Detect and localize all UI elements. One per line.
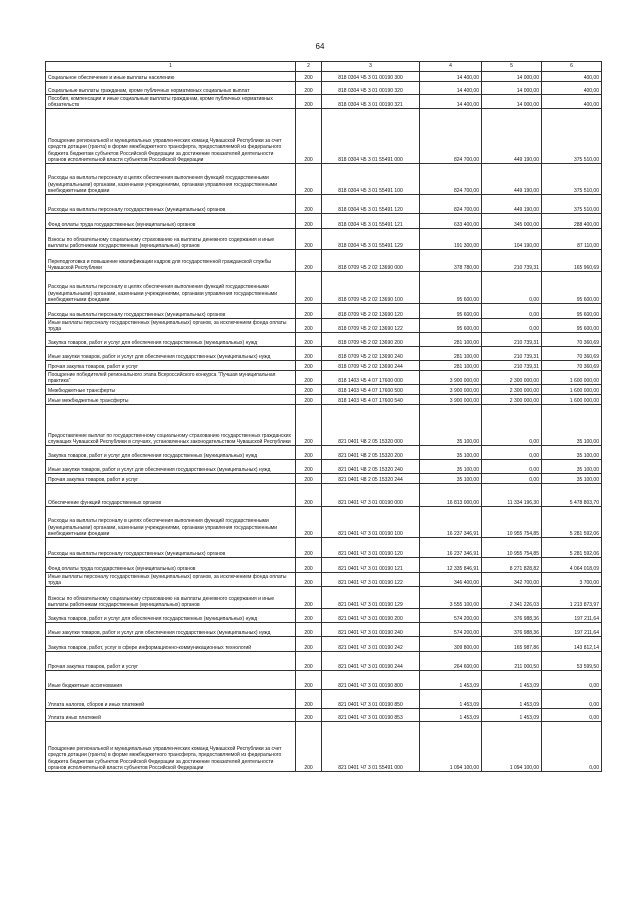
column-header: 5 — [482, 62, 542, 72]
row-name: Иные выплаты персоналу государственных (муниципальных) органов, за исключением фонда оплаты труда — [46, 319, 296, 333]
row-kbk-code: 818 0709 Ч5 2 02 13690 100 — [322, 272, 420, 304]
row-value-remaining: 197 211,64 — [542, 623, 602, 637]
row-value-remaining: 95 600,00 — [542, 319, 602, 333]
row-name: Иные закупки товаров, работ и услуг для обеспечения государственных (муниципальных) нужд — [46, 460, 296, 474]
row-value-executed: 1 453,09 — [482, 671, 542, 690]
table-row — [46, 652, 602, 671]
row-value-executed: 0,00 — [482, 446, 542, 460]
row-name: Закупка товаров, работ и услуг для обеспечения государственных (муниципальных) нужд — [46, 333, 296, 347]
row-value-executed: 345 000,00 — [482, 214, 542, 229]
table-row — [46, 72, 602, 82]
row-value-executed: 11 334 196,30 — [482, 484, 542, 507]
row-code: 200 — [296, 484, 322, 507]
row-kbk-code: 821 0401 Ч8 2 05 15320 200 — [322, 446, 420, 460]
page-number: 64 — [315, 42, 325, 51]
row-value-approved: 824 700,00 — [420, 164, 482, 195]
table-row — [46, 474, 602, 484]
row-value-remaining: 1 600 000,00 — [542, 395, 602, 405]
row-value-remaining: 4 064 018,09 — [542, 558, 602, 573]
table-row — [46, 722, 602, 772]
row-code: 200 — [296, 95, 322, 109]
row-kbk-code: 821 0401 Ч7 3 01 00190 100 — [322, 507, 420, 538]
row-value-approved: 1 094 100,00 — [420, 722, 482, 772]
row-code: 200 — [296, 195, 322, 214]
row-value-executed: 0,00 — [482, 460, 542, 474]
row-value-approved: 14 400,00 — [420, 82, 482, 95]
row-name: Прочая закупка товаров, работ и услуг — [46, 361, 296, 371]
table-row — [46, 333, 602, 347]
row-value-remaining: 5 281 592,06 — [542, 538, 602, 558]
table-row — [46, 109, 602, 164]
row-value-remaining: 3 700,00 — [542, 573, 602, 587]
row-value-remaining: 0,00 — [542, 690, 602, 709]
row-name: Расходы на выплаты персоналу в целях обеспечения выполнения функций государственными (муниципальными) органами, казенными учреждениями, органами управления государственными внебюджетными фондами — [46, 272, 296, 304]
row-kbk-code: 818 0709 Ч5 2 02 13690 000 — [322, 250, 420, 272]
row-kbk-code: 818 0709 Ч5 2 02 13690 122 — [322, 319, 420, 333]
row-value-approved: 16 237 346,91 — [420, 538, 482, 558]
row-value-executed: 2 341 226,03 — [482, 587, 542, 609]
row-kbk-code: 821 0401 Ч7 3 01 00190 242 — [322, 637, 420, 652]
row-value-approved: 633 400,00 — [420, 214, 482, 229]
table-row — [46, 250, 602, 272]
row-value-remaining: 1 600 000,00 — [542, 371, 602, 385]
row-value-executed: 165 987,86 — [482, 637, 542, 652]
table-row — [46, 484, 602, 507]
table-row — [46, 446, 602, 460]
table-row — [46, 385, 602, 395]
table-body — [46, 72, 602, 772]
row-name: Фонд оплаты труда государственных (муниципальных) органов — [46, 558, 296, 573]
row-value-executed: 342 700,00 — [482, 573, 542, 587]
row-name: Закупка товаров, работ и услуг для обеспечения государственных (муниципальных) нужд — [46, 446, 296, 460]
row-code: 200 — [296, 347, 322, 361]
table-row — [46, 538, 602, 558]
row-name: Поощрение региональной и муниципальных управленческих команд Чувашской Республики за счет средств дотации (гранта) в форме межбюджетного трансферта, предоставляемой из федерального бюджета бюджетам субъектов Российской Федерации за достижение показателей деятельности органов исполнительной власти субъектов Российской Федерации — [46, 722, 296, 772]
row-kbk-code: 818 0304 Ч5 3 01 55491 129 — [322, 229, 420, 250]
row-code: 200 — [296, 371, 322, 385]
table-row — [46, 709, 602, 722]
row-kbk-code: 818 0709 Ч5 2 02 13690 120 — [322, 304, 420, 319]
row-code: 200 — [296, 558, 322, 573]
row-name: Предоставление выплат по государственному социальному страхованию государственных гражданских служащих Чувашской Республики в случаях, установленных законодательством Чувашской Республики — [46, 405, 296, 446]
row-code: 200 — [296, 460, 322, 474]
row-value-approved: 1 453,09 — [420, 709, 482, 722]
row-code: 200 — [296, 573, 322, 587]
row-value-approved: 346 400,00 — [420, 573, 482, 587]
row-value-remaining: 87 110,00 — [542, 229, 602, 250]
table-row — [46, 347, 602, 361]
row-value-approved: 35 100,00 — [420, 474, 482, 484]
row-name: Поощрение победителей регионального этапа Всероссийского конкурса "Лучшая муниципальная практика" — [46, 371, 296, 385]
row-name: Уплата налогов, сборов и иных платежей — [46, 690, 296, 709]
table-row — [46, 637, 602, 652]
row-code: 200 — [296, 507, 322, 538]
row-value-remaining: 70 360,69 — [542, 333, 602, 347]
row-value-remaining: 35 100,00 — [542, 474, 602, 484]
row-value-remaining: 400,00 — [542, 72, 602, 82]
row-value-approved: 14 400,00 — [420, 95, 482, 109]
row-name: Иные закупки товаров, работ и услуг для обеспечения государственных (муниципальных) нужд — [46, 623, 296, 637]
row-value-approved: 3 900 000,00 — [420, 385, 482, 395]
column-header: 4 — [420, 62, 482, 72]
row-code: 200 — [296, 587, 322, 609]
row-value-approved: 574 200,00 — [420, 623, 482, 637]
row-value-remaining: 0,00 — [542, 722, 602, 772]
row-code: 200 — [296, 446, 322, 460]
table-row — [46, 671, 602, 690]
row-name: Взносы по обязательному социальному страхованию на выплаты денежного содержания и иные выплаты работникам государственных (муниципальных) органов — [46, 587, 296, 609]
row-kbk-code: 818 0304 Ч5 3 01 00190 300 — [322, 72, 420, 82]
row-value-executed: 14 000,00 — [482, 95, 542, 109]
table-row — [46, 164, 602, 195]
row-value-executed: 0,00 — [482, 304, 542, 319]
row-value-remaining: 53 599,50 — [542, 652, 602, 671]
row-kbk-code: 818 0709 Ч5 2 02 13690 244 — [322, 361, 420, 371]
row-value-approved: 574 200,00 — [420, 609, 482, 623]
row-name: Обеспечение функций государственных органов — [46, 484, 296, 507]
row-code: 200 — [296, 82, 322, 95]
row-name: Переподготовка и повышение квалификации кадров для государственной гражданской службы Чувашской Республики — [46, 250, 296, 272]
row-kbk-code: 818 1403 Ч5 4 07 17600 500 — [322, 385, 420, 395]
row-kbk-code: 818 0304 Ч5 3 01 55491 100 — [322, 164, 420, 195]
row-value-remaining: 95 600,00 — [542, 272, 602, 304]
row-code: 200 — [296, 623, 322, 637]
row-code: 200 — [296, 690, 322, 709]
table-row — [46, 460, 602, 474]
table-header-row — [46, 62, 602, 72]
row-code: 200 — [296, 474, 322, 484]
row-value-approved: 281 100,00 — [420, 333, 482, 347]
row-value-remaining: 5 281 592,06 — [542, 507, 602, 538]
row-value-approved: 3 900 000,00 — [420, 395, 482, 405]
row-kbk-code: 821 0401 Ч7 3 01 00190 800 — [322, 671, 420, 690]
row-name: Социальное обеспечение и иные выплаты населению — [46, 72, 296, 82]
row-value-executed: 449 190,00 — [482, 195, 542, 214]
row-code: 200 — [296, 709, 322, 722]
row-code: 200 — [296, 361, 322, 371]
row-value-approved: 1 453,09 — [420, 671, 482, 690]
row-value-remaining: 165 960,69 — [542, 250, 602, 272]
row-value-executed: 376 988,36 — [482, 623, 542, 637]
table-row — [46, 573, 602, 587]
row-value-approved: 3 900 000,00 — [420, 371, 482, 385]
row-name: Закупка товаров, работ и услуг для обеспечения государственных (муниципальных) нужд — [46, 609, 296, 623]
row-value-remaining: 197 211,64 — [542, 609, 602, 623]
row-value-executed: 210 739,31 — [482, 333, 542, 347]
row-code: 200 — [296, 637, 322, 652]
row-value-approved: 824 700,00 — [420, 195, 482, 214]
row-value-remaining: 0,00 — [542, 671, 602, 690]
row-code: 200 — [296, 609, 322, 623]
column-header: 1 — [46, 62, 296, 72]
row-name: Иные межбюджетные трансферты — [46, 395, 296, 405]
row-value-approved: 281 100,00 — [420, 347, 482, 361]
row-value-approved: 264 600,00 — [420, 652, 482, 671]
row-value-approved: 35 100,00 — [420, 460, 482, 474]
row-value-executed: 2 300 000,00 — [482, 371, 542, 385]
row-value-remaining: 400,00 — [542, 95, 602, 109]
table-row — [46, 361, 602, 371]
row-value-approved: 35 100,00 — [420, 405, 482, 446]
row-value-approved: 35 100,00 — [420, 446, 482, 460]
row-code: 200 — [296, 538, 322, 558]
row-name: Расходы на выплаты персоналу государственных (муниципальных) органов — [46, 195, 296, 214]
table-row — [46, 587, 602, 609]
row-value-executed: 449 190,00 — [482, 164, 542, 195]
table-row — [46, 371, 602, 385]
row-kbk-code: 818 0709 Ч5 2 02 13690 200 — [322, 333, 420, 347]
table-row — [46, 229, 602, 250]
row-kbk-code: 821 0401 Ч7 3 01 00190 121 — [322, 558, 420, 573]
row-value-approved: 12 335 846,91 — [420, 558, 482, 573]
row-name: Межбюджетные трансферты — [46, 385, 296, 395]
row-value-executed: 0,00 — [482, 319, 542, 333]
row-value-remaining: 400,00 — [542, 82, 602, 95]
row-value-remaining: 35 100,00 — [542, 405, 602, 446]
row-value-approved: 378 780,00 — [420, 250, 482, 272]
row-value-approved: 191 300,00 — [420, 229, 482, 250]
table-row — [46, 395, 602, 405]
row-value-approved: 95 600,00 — [420, 304, 482, 319]
row-value-executed: 376 988,36 — [482, 609, 542, 623]
row-name: Расходы на выплаты персоналу в целях обеспечения выполнения функций государственными (муниципальными) органами, казенными учреждениями, органами управления государственными внебюджетными фондами — [46, 164, 296, 195]
row-code: 200 — [296, 272, 322, 304]
row-code: 200 — [296, 722, 322, 772]
column-header: 3 — [322, 62, 420, 72]
row-kbk-code: 818 1403 Ч5 4 07 17600 540 — [322, 395, 420, 405]
row-kbk-code: 821 0401 Ч7 3 01 55491 000 — [322, 722, 420, 772]
row-name: Прочая закупка товаров, работ и услуг — [46, 652, 296, 671]
row-value-approved: 1 453,09 — [420, 690, 482, 709]
row-value-executed: 104 190,00 — [482, 229, 542, 250]
row-value-approved: 14 400,00 — [420, 72, 482, 82]
row-value-executed: 1 453,09 — [482, 709, 542, 722]
table-row — [46, 507, 602, 538]
row-value-remaining: 1 600 000,00 — [542, 385, 602, 395]
row-value-approved: 16 237 346,91 — [420, 507, 482, 538]
row-kbk-code: 821 0401 Ч7 3 01 00190 120 — [322, 538, 420, 558]
row-kbk-code: 821 0401 Ч8 2 05 15320 244 — [322, 474, 420, 484]
row-name: Пособия, компенсации и иные социальные выплаты гражданам, кроме публичных нормативных обязательств — [46, 95, 296, 109]
row-value-remaining: 35 100,00 — [542, 460, 602, 474]
row-kbk-code: 821 0401 Ч7 3 01 00190 240 — [322, 623, 420, 637]
row-code: 200 — [296, 395, 322, 405]
row-value-remaining: 1 213 873,97 — [542, 587, 602, 609]
row-kbk-code: 818 0304 Ч5 3 01 00190 320 — [322, 82, 420, 95]
table-row — [46, 272, 602, 304]
row-value-approved: 16 813 000,00 — [420, 484, 482, 507]
row-name: Расходы на выплаты персоналу государственных (муниципальных) органов — [46, 304, 296, 319]
row-kbk-code: 821 0401 Ч7 3 01 00190 129 — [322, 587, 420, 609]
table-row — [46, 195, 602, 214]
table-row — [46, 95, 602, 109]
column-header: 2 — [296, 62, 322, 72]
row-value-executed: 0,00 — [482, 405, 542, 446]
column-header: 6 — [542, 62, 602, 72]
row-name: Расходы на выплаты персоналу государственных (муниципальных) органов — [46, 538, 296, 558]
row-value-executed: 0,00 — [482, 272, 542, 304]
row-value-remaining: 35 100,00 — [542, 446, 602, 460]
table-row — [46, 690, 602, 709]
row-value-executed: 8 271 828,82 — [482, 558, 542, 573]
row-kbk-code: 821 0401 Ч8 2 05 15320 240 — [322, 460, 420, 474]
row-value-remaining: 0,00 — [542, 709, 602, 722]
row-name: Закупка товаров, работ, услуг в сфере информационно-коммуникационных технологий — [46, 637, 296, 652]
row-value-remaining: 375 510,00 — [542, 164, 602, 195]
row-value-executed: 449 190,00 — [482, 109, 542, 164]
row-kbk-code: 821 0401 Ч7 3 01 00190 853 — [322, 709, 420, 722]
row-code: 200 — [296, 229, 322, 250]
table-row — [46, 82, 602, 95]
row-value-approved: 3 555 100,00 — [420, 587, 482, 609]
row-code: 200 — [296, 652, 322, 671]
row-value-executed: 10 955 754,85 — [482, 507, 542, 538]
row-value-remaining: 375 510,00 — [542, 195, 602, 214]
row-value-executed: 0,00 — [482, 474, 542, 484]
table-row — [46, 609, 602, 623]
row-kbk-code: 818 1403 Ч5 4 07 17600 000 — [322, 371, 420, 385]
row-name: Уплата иных платежей — [46, 709, 296, 722]
row-code: 200 — [296, 319, 322, 333]
row-value-executed: 211 000,50 — [482, 652, 542, 671]
row-value-executed: 1 453,09 — [482, 690, 542, 709]
row-name: Иные выплаты персоналу государственных (муниципальных) органов, за исключением фонда оплаты труда — [46, 573, 296, 587]
row-code: 200 — [296, 671, 322, 690]
row-kbk-code: 818 0304 Ч5 3 01 55491 000 — [322, 109, 420, 164]
row-kbk-code: 821 0401 Ч7 3 01 00190 000 — [322, 484, 420, 507]
row-code: 200 — [296, 405, 322, 446]
row-value-remaining: 95 600,00 — [542, 304, 602, 319]
row-value-remaining: 288 400,00 — [542, 214, 602, 229]
row-kbk-code: 818 0304 Ч5 3 01 55491 121 — [322, 214, 420, 229]
row-value-executed: 2 300 000,00 — [482, 395, 542, 405]
row-name: Расходы на выплаты персоналу в целях обеспечения выполнения функций государственными (муниципальными) органами, казенными учреждениями, органами управления государственными внебюджетными фондами — [46, 507, 296, 538]
row-value-executed: 210 739,31 — [482, 347, 542, 361]
row-value-approved: 95 600,00 — [420, 272, 482, 304]
table-row — [46, 304, 602, 319]
row-value-remaining: 5 478 803,70 — [542, 484, 602, 507]
budget-table — [45, 61, 602, 772]
table-row — [46, 623, 602, 637]
row-name: Взносы по обязательному социальному страхованию на выплаты денежного содержания и иные выплаты работникам государственных (муниципальных) органов — [46, 229, 296, 250]
row-value-remaining: 70 360,69 — [542, 361, 602, 371]
row-kbk-code: 818 0709 Ч5 2 02 13690 240 — [322, 347, 420, 361]
row-kbk-code: 821 0401 Ч7 3 01 00190 244 — [322, 652, 420, 671]
row-kbk-code: 818 0304 Ч5 3 01 00190 321 — [322, 95, 420, 109]
row-kbk-code: 821 0401 Ч8 2 05 15320 000 — [322, 405, 420, 446]
row-name: Поощрение региональной и муниципальных управленческих команд Чувашской Республики за счет средств дотации (гранта) в форме межбюджетного трансферта, предоставляемой из федерального бюджета бюджетам субъектов Российской Федерации за достижение показателей деятельности органов исполнительной власти субъектов Российской Федерации — [46, 109, 296, 164]
row-value-executed: 210 739,31 — [482, 250, 542, 272]
row-value-executed: 1 094 100,00 — [482, 722, 542, 772]
row-value-remaining: 375 510,00 — [542, 109, 602, 164]
row-name: Иные бюджетные ассигнования — [46, 671, 296, 690]
row-value-approved: 824 700,00 — [420, 109, 482, 164]
row-code: 200 — [296, 385, 322, 395]
row-value-executed: 14 000,00 — [482, 82, 542, 95]
row-kbk-code: 818 0304 Ч5 3 01 55491 120 — [322, 195, 420, 214]
row-name: Прочая закупка товаров, работ и услуг — [46, 474, 296, 484]
row-name: Социальные выплаты гражданам, кроме публичных нормативных социальных выплат — [46, 82, 296, 95]
row-code: 200 — [296, 333, 322, 347]
row-value-executed: 10 955 754,85 — [482, 538, 542, 558]
row-value-executed: 14 000,00 — [482, 72, 542, 82]
table-row — [46, 214, 602, 229]
row-code: 200 — [296, 164, 322, 195]
row-value-remaining: 70 360,69 — [542, 347, 602, 361]
row-kbk-code: 821 0401 Ч7 3 01 00190 200 — [322, 609, 420, 623]
row-kbk-code: 821 0401 Ч7 3 01 00190 850 — [322, 690, 420, 709]
row-value-remaining: 143 812,14 — [542, 637, 602, 652]
table-row — [46, 405, 602, 446]
row-name: Фонд оплаты труда государственных (муниципальных) органов — [46, 214, 296, 229]
row-value-executed: 210 739,31 — [482, 361, 542, 371]
row-name: Иные закупки товаров, работ и услуг для обеспечения государственных (муниципальных) нужд — [46, 347, 296, 361]
row-code: 200 — [296, 109, 322, 164]
row-value-approved: 309 800,00 — [420, 637, 482, 652]
row-value-approved: 281 100,00 — [420, 361, 482, 371]
row-code: 200 — [296, 250, 322, 272]
table-row — [46, 558, 602, 573]
row-code: 200 — [296, 304, 322, 319]
row-value-executed: 2 300 000,00 — [482, 385, 542, 395]
row-code: 200 — [296, 214, 322, 229]
row-kbk-code: 821 0401 Ч7 3 01 00190 122 — [322, 573, 420, 587]
row-value-approved: 95 600,00 — [420, 319, 482, 333]
row-code: 200 — [296, 72, 322, 82]
table-row — [46, 319, 602, 333]
